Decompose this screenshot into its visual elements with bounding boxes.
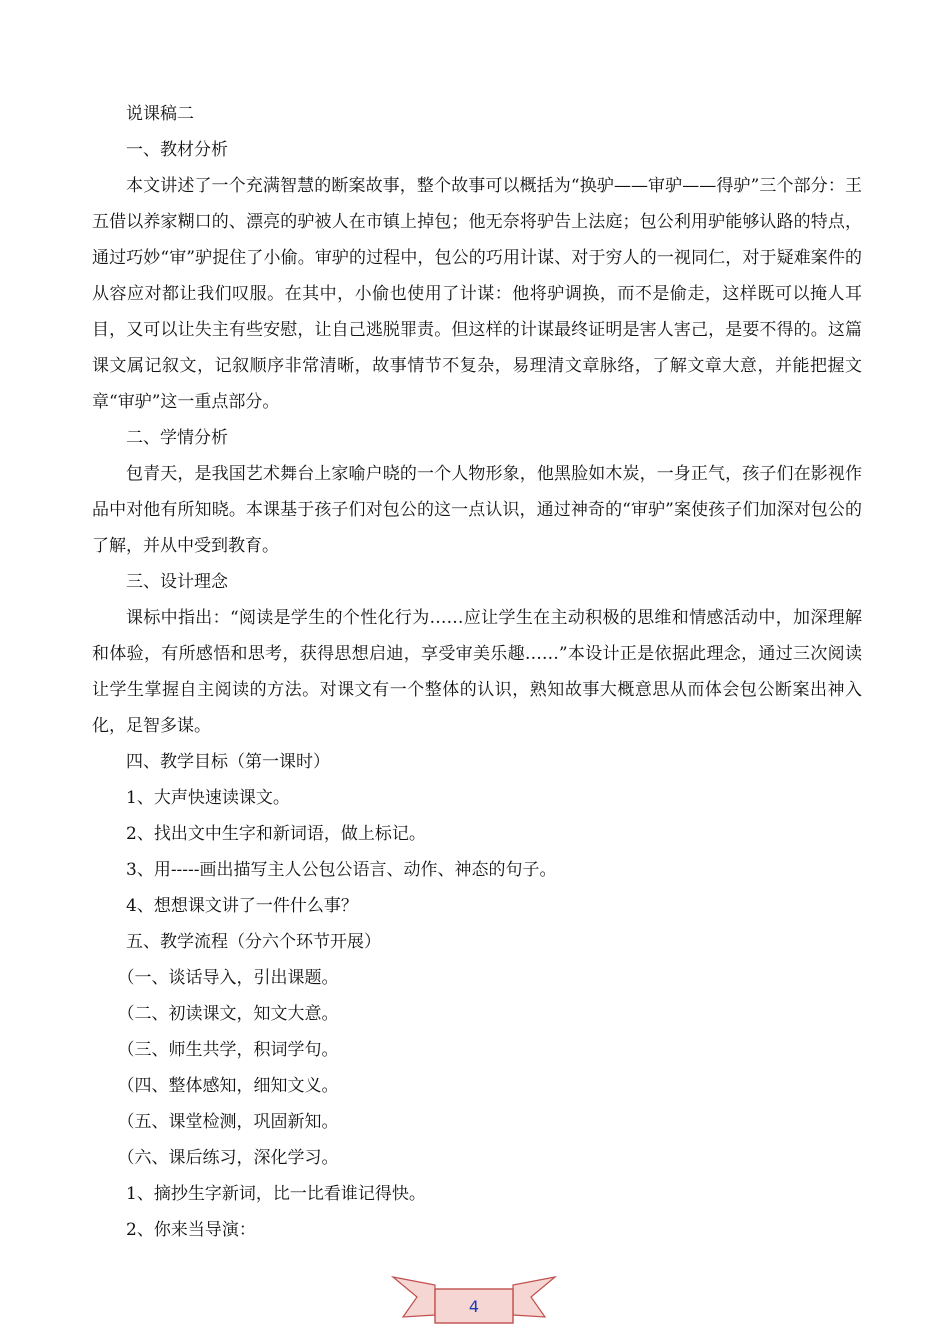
- page-number: 4: [468, 1297, 480, 1316]
- process-step: （二、初读课文，知文大意。: [117, 1004, 339, 1024]
- exercise-item: 2、你来当导演：: [126, 1220, 256, 1240]
- process-step: （六、课后练习，深化学习。: [117, 1148, 339, 1168]
- paragraph-design-concept: 课标中指出：“阅读是学生的个性化行为……应让学生在主动积极的思维和情感活动中，加深理解和体验，有所感悟和思考，获得思想启迪，享受审美乐趣……”本设计正是依据此理念，通过三次阅读让学生掌握自主阅读的方法。对课文有一个整体的认识，熟知故事大概意思从而体会包公断案出神入化，足智多谋。: [92, 608, 862, 736]
- section-heading-design-concept: 三、设计理念: [126, 572, 228, 592]
- goal-item: 1、大声快速读课文。: [126, 788, 290, 808]
- page-number-ribbon: [389, 1271, 559, 1341]
- section-heading-learner-analysis: 二、学情分析: [126, 428, 228, 448]
- process-step: （四、整体感知，细知文义。: [117, 1076, 339, 1096]
- process-step: （五、课堂检测，巩固新知。: [117, 1112, 339, 1132]
- paragraph-learner-analysis: 包青天，是我国艺术舞台上家喻户晓的一个人物形象，他黑脸如木炭，一身正气，孩子们在影视作品中对他有所知晓。本课基于孩子们对包公的这一点认识，通过神奇的“审驴”案使孩子们加深对包公的了解，并从中受到教育。: [92, 464, 862, 556]
- exercise-item: 1、摘抄生字新词，比一比看谁记得快。: [126, 1184, 426, 1204]
- goal-item: 2、找出文中生字和新词语，做上标记。: [126, 824, 426, 844]
- process-step: （一、谈话导入，引出课题。: [117, 968, 339, 988]
- document-title: 说课稿二: [126, 104, 194, 124]
- goal-item: 3、用-----画出描写主人公包公语言、动作、神态的句子。: [126, 860, 557, 880]
- goal-item: 4、想想课文讲了一件什么事？: [126, 896, 358, 916]
- document-body: [92, 96, 862, 1248]
- section-heading-teaching-goals: 四、教学目标（第一课时）: [126, 752, 330, 772]
- paragraph-textbook-analysis: 本文讲述了一个充满智慧的断案故事，整个故事可以概括为“换驴——审驴——得驴”三个部分：王五借以养家糊口的、漂亮的驴被人在市镇上掉包；他无奈将驴告上法庭；包公利用驴能够认路的特点，通过巧妙“审”驴捉住了小偷。审驴的过程中，包公的巧用计谋、对于穷人的一视同仁，对于疑难案件的从容应对都让我们叹服。在其中，小偷也使用了计谋：他将驴调换，而不是偷走，这样既可以掩人耳目，又可以让失主有些安慰，让自己逃脱罪责。但这样的计谋最终证明是害人害己，是要不得的。这篇课文属记叙文，记叙顺序非常清晰，故事情节不复杂，易理清文章脉络，了解文章大意，并能把握文章“审驴”这一重点部分。: [92, 176, 862, 412]
- section-heading-textbook-analysis: 一、教材分析: [126, 140, 228, 160]
- process-step: （三、师生共学，积词学句。: [117, 1040, 339, 1060]
- section-heading-teaching-process: 五、教学流程（分六个环节开展）: [126, 932, 381, 952]
